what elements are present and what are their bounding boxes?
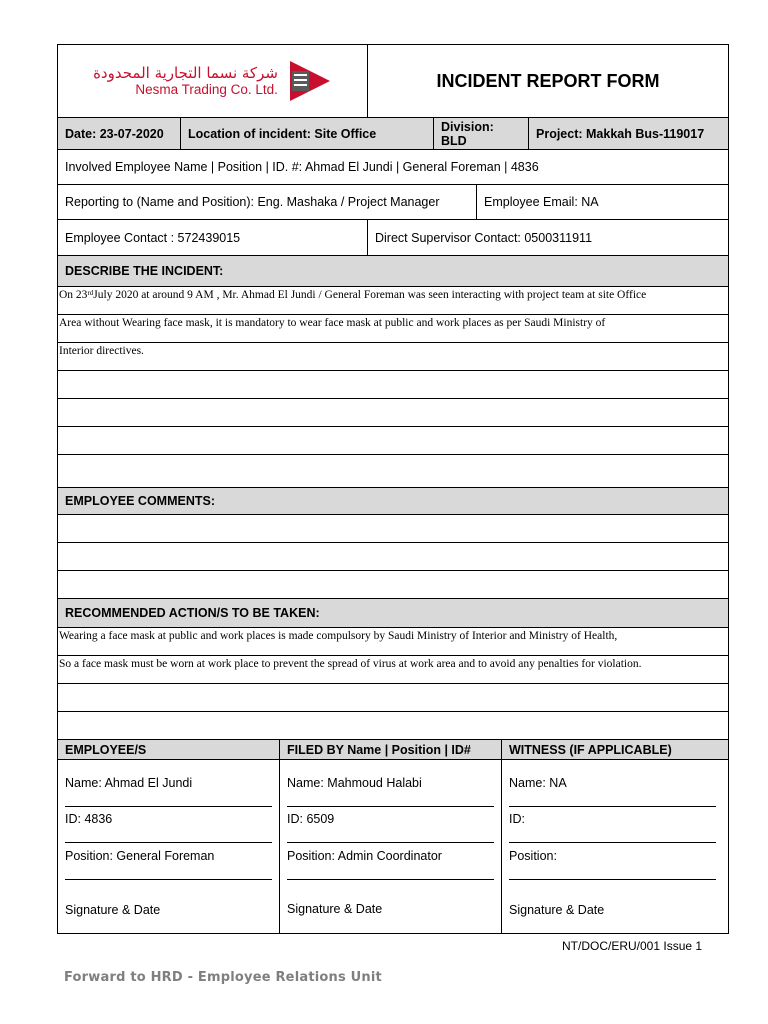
division-field: Division: BLD (434, 118, 529, 149)
filed-by-heading: FILED BY Name | Position | ID# (280, 740, 502, 759)
company-logo (93, 58, 332, 104)
action-heading-row (58, 599, 728, 628)
incident-line-1: On 23 rd July 2020 at around 9 AM , Mr. Ahmad El Jundi / General Foreman was seen interacting with project team at site Office (58, 287, 728, 315)
incident-blank-line (58, 399, 728, 427)
employee-id: ID: 4836 (65, 812, 113, 826)
contact-row (58, 220, 728, 256)
incident-line-3: Interior directives. (58, 343, 728, 371)
filed-by-name: Name: Mahmoud Halabi (287, 776, 422, 790)
supervisor-contact-field: Direct Supervisor Contact: 0500311911 (375, 230, 593, 245)
project-field: Project: Makkah Bus-119017 (536, 126, 705, 141)
comments-blank-line (58, 571, 728, 599)
action-line-2: So a face mask must be worn at work place to prevent the spread of virus at work area and to avoid any penalties for violation. (58, 656, 728, 684)
info-row (58, 118, 728, 150)
filed-by-position: Position: Admin Coordinator (287, 849, 442, 863)
action-line-1: Wearing a face mask at public and work places is made compulsory by Saudi Ministry of Interior and Ministry of Health, (58, 628, 728, 656)
employee-position: Position: General Foreman (65, 849, 215, 863)
witness-signature-date: Signature & Date (509, 903, 605, 917)
form-title: INCIDENT REPORT FORM (436, 70, 660, 91)
witness-heading: WITNESS (IF APPLICABLE) (509, 742, 672, 757)
incident-blank-line (58, 455, 728, 488)
involved-row (58, 150, 728, 185)
incident-heading: DESCRIBE THE INCIDENT: (65, 264, 224, 278)
logo-english-text: Nesma Trading Co. Ltd. (135, 82, 278, 97)
nesma-emblem-icon (288, 58, 332, 104)
incident-report-form (57, 44, 729, 934)
employee-heading: EMPLOYEE/S (58, 740, 280, 759)
comments-blank-line (58, 543, 728, 571)
comments-blank-line (58, 515, 728, 543)
signature-row (58, 760, 728, 933)
comments-heading-row (58, 488, 728, 515)
reporting-to-field: Reporting to (Name and Position): Eng. Mashaka / Project Manager (58, 185, 477, 219)
incident-heading-row (58, 256, 728, 287)
action-blank-line (58, 712, 728, 740)
action-blank-line (58, 684, 728, 712)
document-code: NT/DOC/ERU/001 Issue 1 (562, 939, 703, 953)
employee-signature-date: Signature & Date (65, 903, 161, 917)
incident-blank-line (58, 427, 728, 455)
reporting-row (58, 185, 728, 220)
date-field: Date: 23-07-2020 (58, 118, 181, 149)
incident-line-2: Area without Wearing face mask, it is mandatory to wear face mask at public and work places as per Saudi Ministry of (58, 315, 728, 343)
comments-heading: EMPLOYEE COMMENTS: (65, 494, 216, 508)
forward-note: Forward to HRD - Employee Relations Unit (64, 970, 382, 985)
filed-by-signature-block (280, 760, 502, 933)
employee-name: Name: Ahmad El Jundi (65, 776, 193, 790)
witness-id: ID: (509, 812, 525, 826)
witness-position: Position: (509, 849, 557, 863)
signature-heading-row (58, 740, 728, 760)
action-heading: RECOMMENDED ACTION/S TO BE TAKEN: (65, 606, 320, 620)
employee-email-field: Employee Email: NA (484, 195, 599, 209)
filed-by-signature-date: Signature & Date (287, 902, 383, 916)
employee-signature-block (58, 760, 280, 933)
logo-arabic-text: شركة نسما التجارية المحدودة (93, 64, 278, 82)
location-field: Location of incident: Site Office (181, 118, 434, 149)
incident-blank-line (58, 371, 728, 399)
filed-by-id: ID: 6509 (287, 812, 335, 826)
witness-name: Name: NA (509, 776, 567, 790)
company-logo-cell (58, 45, 368, 117)
header-row (58, 45, 728, 118)
involved-employee-field: Involved Employee Name | Position | ID. #: Ahmad El Jundi | General Foreman | 4836 (65, 160, 539, 174)
employee-contact-field: Employee Contact : 572439015 (58, 220, 368, 255)
witness-signature-block (502, 760, 728, 933)
